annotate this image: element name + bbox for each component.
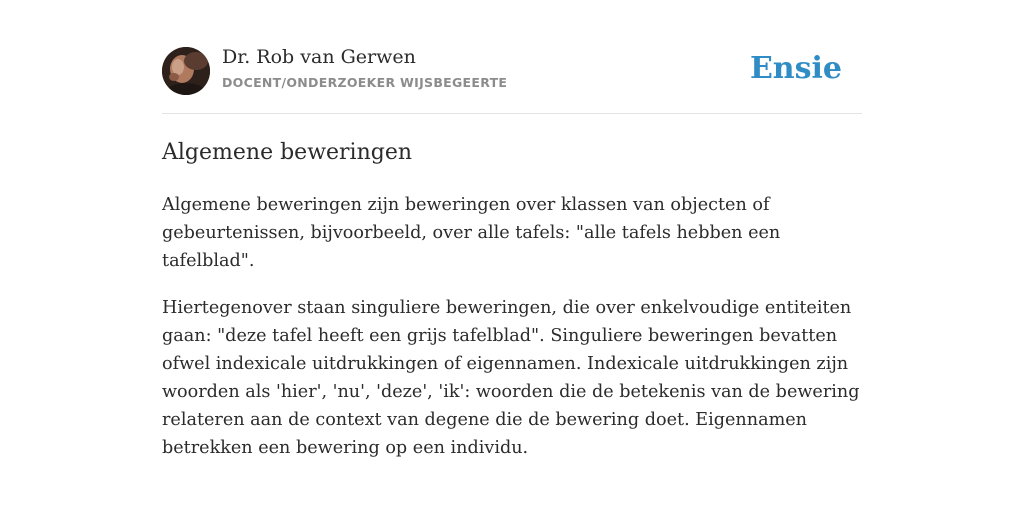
avatar[interactable] <box>162 47 210 95</box>
entry-paragraph: Hiertegenover staan singuliere beweringen, die over enkelvoudige entiteiten gaan: "deze tafel heeft een grijs tafelblad". Singuliere beweringen bevatten ofwel indexicale uitdrukkingen of eigennamen. Indexicale uitdrukkingen zijn woorden als 'hier', 'nu', 'deze', 'ik': woorden die de betekenis van de bewering relateren aan de context van degene die de bewering doet. Eigennamen betrekken een bewering op een individu. <box>162 298 860 458</box>
author-name[interactable]: Dr. Rob van Gerwen <box>222 46 416 68</box>
entry-paragraph: Algemene beweringen zijn beweringen over klassen van objecten of gebeurtenissen, bijvoorbeeld, over alle tafels: "alle tafels hebben een tafelblad". <box>162 195 781 271</box>
ensie-logo[interactable]: Ensie <box>749 51 842 86</box>
author-header <box>162 45 862 114</box>
author-role: DOCENT/ONDERZOEKER WIJSBEGEERTE <box>222 75 508 90</box>
entry-title: Algemene beweringen <box>162 140 413 165</box>
entry-card <box>162 45 862 462</box>
avatar-portrait-icon <box>162 47 210 95</box>
